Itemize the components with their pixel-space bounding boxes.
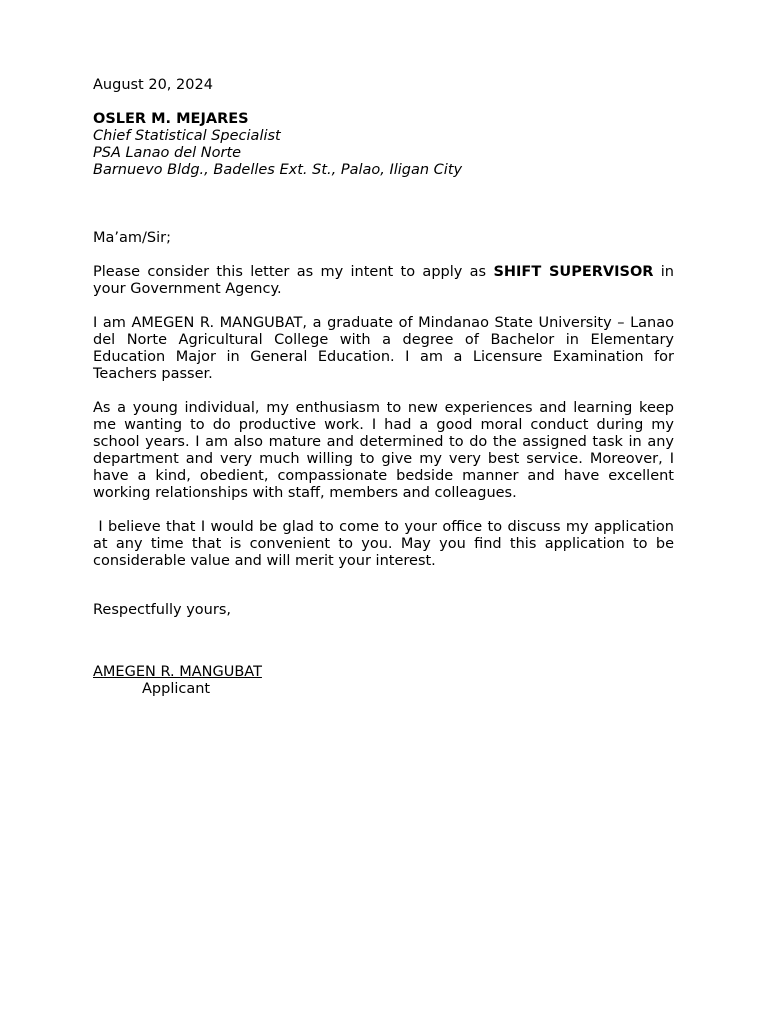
closing: Respectfully yours,: [93, 602, 231, 618]
paragraph-intent-before: Please consider this letter as my intent to apply as: [93, 264, 494, 280]
signature-block: [93, 664, 674, 698]
paragraph-intent-after: in your Government Agency.: [93, 264, 674, 297]
recipient-block: [93, 111, 674, 179]
recipient-name: OSLER M. MEJARES: [93, 111, 249, 127]
salutation: Ma’am/Sir;: [93, 230, 171, 246]
applied-position: SHIFT SUPERVISOR: [493, 264, 654, 280]
letter-date: August 20, 2024: [93, 77, 213, 93]
signature-name: AMEGEN R. MANGUBAT: [93, 664, 262, 680]
signature-role: Applicant: [142, 681, 211, 697]
paragraph-qualities: As a young individual, my enthusiasm to new experiences and learning keep me wanting to do productive work. I had a good moral conduct during my school years. I am also mature and determined to do the assigned task in any department and very much willing to give my very best service. Moreover, I have a kind, obedient, compassionate bedside manner and have excellent working relationships with staff, members and colleagues.: [93, 400, 674, 501]
recipient-office: PSA Lanao del Norte: [93, 145, 242, 161]
paragraph-request: I believe that I would be glad to come to your office to discuss my application at any time that is convenient to you. May you find this application to be considerable value and will merit your interest.: [93, 519, 674, 569]
recipient-address: Barnuevo Bldg., Badelles Ext. St., Palao, Iligan City: [93, 162, 463, 178]
paragraph-intent: [93, 264, 674, 298]
recipient-title: Chief Statistical Specialist: [93, 128, 281, 144]
paragraph-education: I am AMEGEN R. MANGUBAT, a graduate of Mindanao State University – Lanao del Norte Agricultural College with a degree of Bachelor in Elementary Education Major in General Education. I am a Licensure Examination for Teachers passer.: [93, 315, 674, 382]
letter-body: [93, 77, 674, 698]
